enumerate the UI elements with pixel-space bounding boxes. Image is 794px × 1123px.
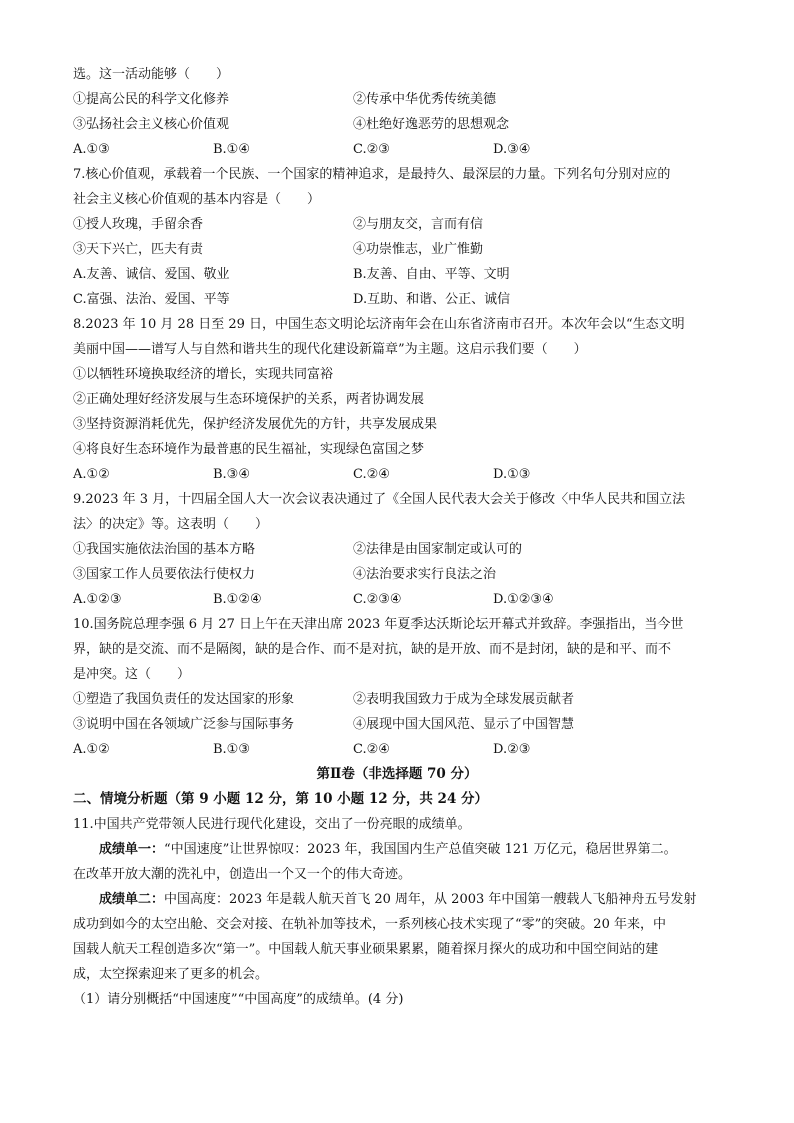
q10-choice-b: B.①③ [213,742,250,757]
q9-option-3: ③国家工作人员要依法行使权力 [73,567,256,582]
q10-stem-line-3: 是冲突。这（ ） [73,667,191,682]
q9-choice-b: B.①②④ [213,592,262,607]
q7-stem-line-2: 社会主义核心价值观的基本内容是（ ） [73,192,321,207]
q8-choice-a: A.①② [73,467,110,482]
q10-option-2: ②表明我国致力于成为全球发展贡献者 [353,692,575,707]
q8-stem-line-2: 美丽中国——谱写人与自然和谐共生的现代化建设新篇章”为主题。这启示我们要（ ） [73,342,587,357]
q10-option-4: ④展现中国大国风范、显示了中国智慧 [353,717,575,732]
q7-option-1: ①授人玫瑰，手留余香 [73,217,204,232]
part-2-title: 第Ⅱ卷（非选择题 70 分） [316,766,478,782]
q11-scorecard-2-line-3: 国载人航天工程创造多次“第一”。中国载人航天事业硕果累累，随着探月探火的成功和中国空间站的建 [73,942,659,957]
q8-choice-b: B.③④ [213,467,250,482]
q10-stem-line-2: 界，缺的是交流、而不是隔阂，缺的是合作、而不是对抗，缺的是开放、而不是封闭，缺的是和平、而不 [73,642,672,657]
q10-choice-c: C.②④ [353,742,390,757]
exam-page [73,62,721,1012]
q10-choices [73,737,721,762]
q8-stem-line-1: 8.2023 年 10 月 28 日至 29 日，中国生态文明论坛济南年会在山东省济南市召开。本次年会以“生态文明 [73,317,685,332]
q7-choice-d: D.互助、和谐、公正、诚信 [353,292,511,307]
q7-options-row-2 [73,237,721,262]
q9-choice-d: D.①②③④ [493,592,554,607]
q11-scorecard-2-text: 中国高度：2023 年是载人航天首飞 20 周年，从 2003 年中国第一艘载人飞船神舟五号发射 [164,892,697,907]
q8-choice-c: C.②④ [353,467,390,482]
q6-option-1: ①提高公民的科学文化修养 [73,92,230,107]
q9-options-row-1 [73,537,721,562]
q9-option-2: ②法律是由国家制定或认可的 [353,542,523,557]
q10-choice-a: A.①② [73,742,110,757]
q7-option-4: ④功崇惟志，业广惟勤 [353,242,484,257]
q10-options-row-1 [73,687,721,712]
q9-choice-a: A.①②③ [73,592,122,607]
section-2-title: 二、情境分析题（第 9 小题 12 分，第 10 小题 12 分，共 24 分） [73,791,489,807]
q6-option-2: ②传承中华优秀传统美德 [353,92,497,107]
q10-option-1: ①塑造了我国负责任的发达国家的形象 [73,692,295,707]
q6-choice-c: C.②③ [353,142,390,157]
q6-options-row-1 [73,87,721,112]
q7-choices-row-2 [73,287,721,312]
q9-choice-c: C.②③④ [353,592,402,607]
q10-choice-d: D.②③ [493,742,531,757]
q11-scorecard-1-line-1 [73,837,721,862]
q7-choices-row-1 [73,262,721,287]
q7-choice-a: A.友善、诚信、爱国、敬业 [73,267,230,282]
q7-options-row-1 [73,212,721,237]
q11-scorecard-2-line-2: 成功到如今的太空出舱、交会对接、在轨补加等技术，一系列核心技术实现了“零”的突破。20 年来，中 [73,917,666,932]
q9-stem-line-1: 9.2023 年 3 月，十四届全国人大一次会议表决通过了《全国人民代表大会关于修改〈中华人民共和国立法 [73,492,686,507]
q6-choice-b: B.①④ [213,142,250,157]
q9-option-1: ①我国实施依法治国的基本方略 [73,542,256,557]
q11-scorecard-2-label: 成绩单二： [99,892,165,907]
q9-options-row-2 [73,562,721,587]
q7-stem-line-1: 7.核心价值观，承载着一个民族、一个国家的精神追求，是最持久、最深层的力量。下列名句分别对应的 [73,167,671,182]
q9-choices [73,587,721,612]
q6-option-4: ④杜绝好逸恶劳的思想观念 [353,117,510,132]
q7-option-3: ③天下兴亡，匹夫有责 [73,242,204,257]
q11-scorecard-2-line-1 [73,887,721,912]
q10-options-row-2 [73,712,721,737]
q11-stem: 11.中国共产党带领人民进行现代化建设，交出了一份亮眼的成绩单。 [73,817,471,832]
q6-choice-d: D.③④ [493,142,531,157]
q7-choice-b: B.友善、自由、平等、文明 [353,267,510,282]
q8-option-4: ④将良好生态环境作为最普惠的民生福祉，实现绿色富国之梦 [73,442,425,457]
q6-options-row-2 [73,112,721,137]
q8-choice-d: D.①③ [493,467,531,482]
q11-scorecard-1-text: “中国速度”让世界惊叹：2023 年，我国国内生产总值突破 121 万亿元，稳居世界第二。 [164,842,677,857]
q6-choices [73,137,721,162]
q8-option-3: ③坚持资源消耗优先，保护经济发展优先的方针，共享发展成果 [73,417,438,432]
q11-scorecard-2-line-4: 成，太空探索迎来了更多的机会。 [73,967,269,982]
q9-stem-line-2: 法〉的决定》等。这表明（ ） [73,517,269,532]
q11-scorecard-1-label: 成绩单一： [99,842,165,857]
q6-stem-tail: 选。这一活动能够（ ） [73,67,230,82]
q8-choices [73,462,721,487]
q8-option-2: ②正确处理好经济发展与生态环境保护的关系，两者协调发展 [73,392,425,407]
q11-scorecard-1-line-2: 在改革开放大潮的洗礼中，创造出一个又一个的伟大奇迹。 [73,867,412,882]
q7-choice-c: C.富强、法治、爱国、平等 [73,292,230,307]
q6-option-3: ③弘扬社会主义核心价值观 [73,117,230,132]
q10-stem-line-1: 10.国务院总理李强 6 月 27 日上午在天津出席 2023 年夏季达沃斯论坛开幕式并致辞。李强指出，当今世 [73,617,684,632]
q9-option-4: ④法治要求实行良法之治 [353,567,497,582]
q11-subquestion-1: （1）请分别概括“中国速度”“中国高度”的成绩单。(4 分) [73,992,404,1007]
q6-choice-a: A.①③ [73,142,110,157]
q8-option-1: ①以牺牲环境换取经济的增长，实现共同富裕 [73,367,334,382]
q7-option-2: ②与朋友交，言而有信 [353,217,484,232]
q10-option-3: ③说明中国在各领域广泛参与国际事务 [73,717,295,732]
